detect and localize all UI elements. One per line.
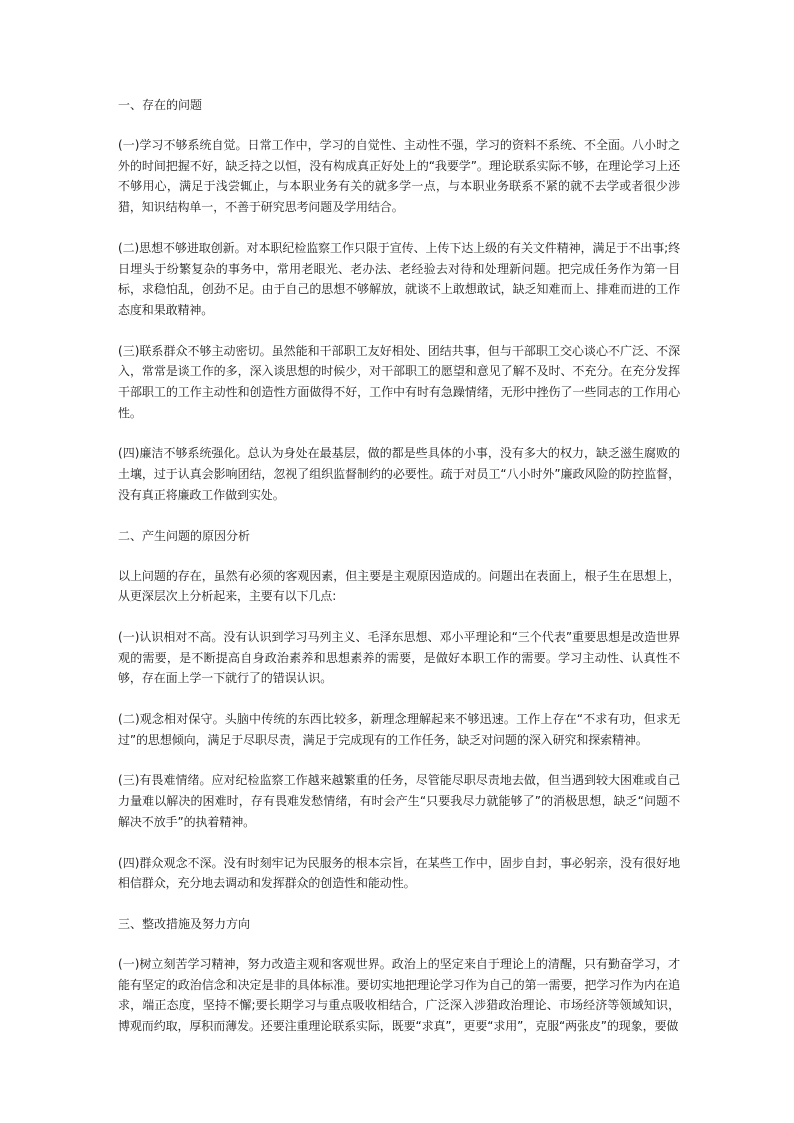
paragraph: 以上问题的存在，虽然有必须的客观因素，但主要是主观原因造成的。问题出在表面上，根子生在思想上，从更深层次上分析起来，主要有以下几点: (118, 568, 680, 604)
section-rectification (118, 914, 680, 1037)
document-page (118, 95, 680, 1057)
paragraph: (一)学习不够系统自觉。日常工作中，学习的自觉性、主动性不强，学习的资料不系统、不全面。八小时之外的时间把握不好，缺乏持之以恒，没有构成真正好处上的“我要学”。理论联系实际不够，在理论学习上还不够用心，满足于浅尝辄止，与本职业务有关的就多学一点，与本职业务联系不紧的就不去学或者很少涉猎，知识结构单一，不善于研究思考问题及学用结合。 (118, 138, 680, 215)
paragraph: (二)思想不够进取创新。对本职纪检监察工作只限于宣传、上传下达上级的有关文件精神，满足于不出事;终日埋头于纷繁复杂的事务中，常用老眼光、老办法、老经验去对待和处理新问题。把完成任务作为第一目标，求稳怕乱，创劲不足。由于自己的思想不够解放，就谈不上敢想敢试，缺乏知难而上、排难而进的工作态度和果敢精神。 (118, 240, 680, 317)
section-problems (118, 95, 680, 506)
paragraph: (一)树立刻苦学习精神，努力改造主观和客观世界。政治上的坚定来自于理论上的清醒，只有勤奋学习，才能有坚定的政治信念和决定是非的具体标准。要切实地把理论学习作为自己的第一需要，把学习作为内在追求，端正态度，坚持不懈;要长期学习与重点吸收相结合，广泛深入涉猎政治理论、市场经济等领域知识，博观而约取，厚积而薄发。还要注重理论联系实际，既要“求真”，更要“求用”，克服“两张皮”的现象，要做 (118, 956, 680, 1034)
paragraph: (一)认识相对不高。没有认识到学习马列主义、毛泽东思想、邓小平理论和“三个代表”重要思想是改造世界观的需要，是不断提高自身政治素养和思想素养的需要，是做好本职工作的需要。学习主动性、认真性不够，存在面上学一下就行了的错误认识。 (118, 629, 680, 686)
paragraph: (三)有畏难情绪。应对纪检监察工作越来越繁重的任务，尽管能尽职尽责地去做，但当遇到较大困难或自己力量难以解决的困难时，存有畏难发愁情绪，有时会产生“只要我尽力就能够了”的消极思想，缺乏“问题不解决不放手”的执着精神。 (118, 773, 680, 829)
section-cause-analysis (118, 526, 680, 894)
paragraph: (四)群众观念不深。没有时刻牢记为民服务的根本宗旨，在某些工作中，固步自封，事必躬亲，没有很好地相信群众，充分地去调动和发挥群众的创造性和能动性。 (118, 855, 680, 891)
section-heading: 一、存在的问题 (118, 98, 203, 112)
paragraph: (四)廉洁不够系统强化。总认为身处在最基层，做的都是些具体的小事，没有多大的权力，缺乏滋生腐败的土壤，过于认真会影响团结，忽视了组织监督制约的必要性。疏于对员工“八小时外”廉政风险的防控监督，没有真正将廉政工作做到实处。 (118, 446, 680, 502)
section-heading: 三、整改措施及努力方向 (118, 916, 251, 931)
section-heading: 二、产生问题的原因分析 (118, 528, 251, 543)
paragraph: (三)联系群众不够主动密切。虽然能和干部职工友好相处、团结共事，但与干部职工交心谈心不广泛、不深入，常常是谈工作的多，深入谈思想的时候少，对干部职工的愿望和意见了解不及时、不充分。在充分发挥干部职工的工作主动性和创造性方面做得不好，工作中有时有急躁情绪，无形中挫伤了一些同志的工作用心性。 (118, 343, 680, 420)
paragraph: (二)观念相对保守。头脑中传统的东西比较多，新理念理解起来不够迅速。工作上存在“不求有功，但求无过”的思想倾向，满足于尽职尽责，满足于完成现有的工作任务，缺乏对问题的深入研究和探索精神。 (118, 712, 680, 747)
